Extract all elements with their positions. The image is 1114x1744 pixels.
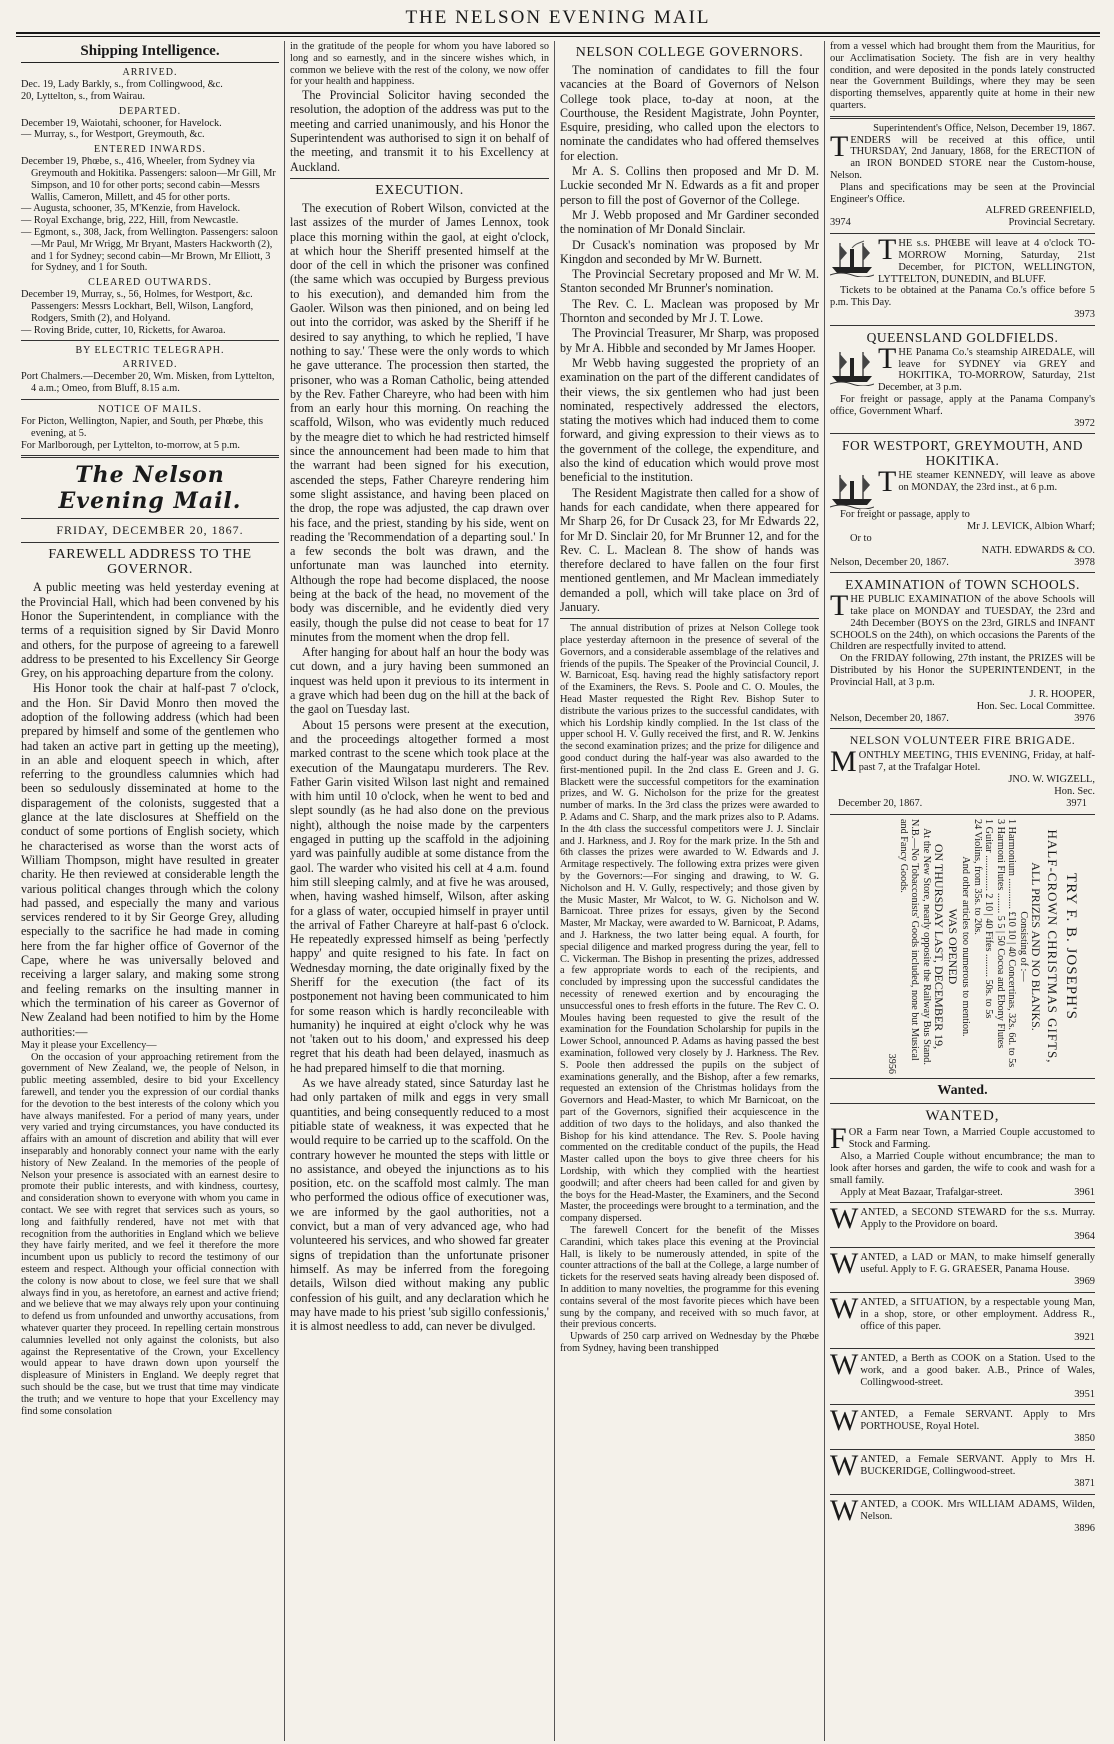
address-opening: May it please your Excellency—	[21, 1039, 157, 1051]
ad-number: 3961	[1074, 1186, 1095, 1198]
mails-entry: For Picton, Wellington, Napier, and South, per Phœbe, this evening, at 5.	[21, 415, 263, 439]
drop-cap: M	[830, 745, 857, 779]
joseph-subtitle: HALF-CROWN CHRISTMAS GIFTS,	[1045, 829, 1060, 1064]
fire-brigade-signature: JNO. W. WIGZELL,	[1008, 774, 1095, 786]
wanted-ad	[830, 1247, 1095, 1288]
divider	[830, 1348, 1095, 1349]
ad-number: 3973	[1074, 308, 1095, 320]
cleared-label: CLEARED OUTWARDS.	[88, 277, 212, 289]
column-2	[285, 41, 555, 1741]
fire-brigade-text: ONTHLY MEETING, THIS EVENING, Friday, at half-past 7, at the Trafalgar Hotel.	[858, 750, 1095, 774]
divider	[830, 572, 1095, 573]
fire-brigade-heading: NELSON VOLUNTEER FIRE BRIGADE.	[849, 733, 1076, 748]
drop-cap: W	[830, 1449, 859, 1483]
kennedy-more: For freight or passage, apply to	[840, 509, 970, 521]
drop-cap: W	[830, 1494, 859, 1528]
kennedy-or: Or to	[850, 532, 872, 544]
telegraph-entry: Port Chalmers.—December 20, Wm. Misken, from Lyttelton, 4 a.m.; Omeo, from Bluff, 8.15 a.m.	[21, 371, 275, 395]
airedale-text: HE Panama Co.'s steamship AIREDALE, will leave for SYDNEY via GREY and HOKITIKA, TO-MORROW, Saturday, 21st December, at 3 p.m.	[878, 346, 1095, 394]
college-paragraph: Mr A. S. Collins then proposed and Mr D. M. Luckie seconded Mr N. Edwards as a fit and proper person to fill the post of Governor of the College.	[560, 164, 819, 207]
college-paragraph: Mr J. Webb proposed and Mr Gardiner seconded the nomination of Mr Donald Sinclair.	[560, 207, 819, 237]
tenders-text: ENDERS will be received at this office, until THURSDAY, 2nd January, 1868, for the ERECTION of an IRON BONDED STORE near the Custom-house, Nelson.	[830, 134, 1095, 181]
divider	[830, 325, 1095, 326]
wanted-apply: Apply at Meat Bazaar, Trafalgar-street.	[840, 1186, 1003, 1198]
drop-cap: W	[830, 1202, 859, 1236]
ad-number: 3964	[1074, 1231, 1095, 1243]
farewell-heading: FAREWELL ADDRESS TO THE GOVERNOR.	[48, 547, 252, 578]
college-paragraph: The Resident Magistrate then called for a show of hands for each candidate, when there appeared for Mr Sharp 26, for Dr Cusack 23, for Mr Edwards 22, for Mr D. Sinclair 20, for Mr Brunner 12, and for the Rev. C. L. Maclean 8. The show of hands was therefore declared to have fallen on the four first mentioned gentlemen, and Mr Maclean immediately demanded a poll, which will take place on 3rd of January.	[560, 485, 819, 614]
drop-cap: T	[830, 129, 849, 163]
steamship-icon	[830, 348, 874, 386]
telegraph-arrived-label: ARRIVED.	[122, 359, 178, 371]
departed-entry: December 19, Waiotahi, schooner, for Havelock.	[21, 117, 222, 129]
college-paragraph: Mr Webb having suggested the propriety of an examination on the part of the different candidates of their views, the six gentlemen who had just been nominated, respectively addressed the electors, stating the motives which had induced them to come forward, and giving expression to their views as to the government of the college, the expenditure, and also the kind of education which would prove most beneficial to the institution.	[560, 355, 819, 485]
ad-number: 3871	[1074, 1478, 1095, 1490]
divider	[830, 1449, 1095, 1450]
divider	[830, 1202, 1095, 1203]
wanted-ad	[830, 1449, 1095, 1490]
shipping-heading: Shipping Intelligence.	[21, 43, 279, 63]
divider	[830, 814, 1095, 815]
phoebe-tickets: Tickets to be obtained at the Panama Co.'s office before 5 p.m. This Day.	[830, 285, 1095, 309]
wanted-ad	[830, 1494, 1095, 1535]
paper-title: The Nelson Evening Mail.	[58, 462, 242, 515]
joseph-when: ON THURSDAY LAST, DECEMBER 19,	[932, 844, 946, 1050]
examination-title: Hon. Sec. Local Committee.	[976, 700, 1095, 712]
wanted-section-label: Wanted.	[937, 1083, 988, 1099]
arrived-label: ARRIVED.	[122, 67, 178, 78]
entered-entry: — Royal Exchange, brig, 222, Hill, from Newcastle.	[21, 215, 239, 227]
ad-number: 3969	[1074, 1276, 1095, 1288]
examination-signature: J. R. HOOPER,	[1029, 688, 1095, 700]
divider	[21, 518, 279, 519]
joseph-line: 1 Guitar .............. 2 10 | 40 Fifes ......... 50s. to 5s	[983, 819, 995, 1019]
joseph-consisting: Consisting of :—	[1018, 911, 1029, 982]
college-paragraph: The Provincial Treasurer, Mr Sharp, was proposed by Mr A. Hibble and seconded by Mr James Hooper.	[560, 326, 819, 355]
joseph-note: N.B.—No Tobacconists' Goods included, none but Musical and Fancy Goods.	[898, 819, 921, 1061]
telegraph-label: BY ELECTRIC TELEGRAPH.	[75, 345, 225, 357]
departed-label: DEPARTED.	[118, 105, 182, 117]
steamship-icon	[830, 471, 874, 509]
college-paragraph: Dr Cusack's nomination was proposed by Mr Kingdon and seconded by Mr W. Burnett.	[560, 237, 819, 266]
joseph-opened: WAS OPENED	[946, 908, 960, 985]
westport-heading: FOR WESTPORT, GREYMOUTH, AND HOKITIKA.	[841, 438, 1084, 469]
joseph-line: 1 Harmonium ............ £10 10 | 40 Concertinas, 32s. 6d. to 5s	[1006, 819, 1018, 1068]
divider	[560, 618, 819, 619]
drop-cap: T	[878, 341, 897, 375]
joseph-advertisement	[830, 819, 1095, 1074]
entered-entry: — Egmont, s., 308, Jack, from Wellington. Passengers: saloon—Mr Paul, Mr Wrigg, Mr Bryant, Masters Hackworth (2), and 1 for Sydney; second cabin—Mr Brown, Mr Elliott, 3 for Sydney, and 1 for South.	[21, 226, 278, 274]
execution-heading: EXECUTION.	[375, 182, 464, 198]
ad-number: 3951	[1074, 1388, 1095, 1400]
divider	[830, 433, 1095, 434]
wanted-ad	[830, 1122, 1095, 1198]
execution-paragraph: About 15 persons were present at the execution, and the proceedings altogether formed a most marked contrast to the scene which took place at the execution of the Maungatapu murderers. The Rev. Father Garin visited Wilson last night and remained with him until 10 o'clock, when he went to bed and slept soundly (as he had also done on the previous night), although the noise made by the carpenters engaged in putting up the scaffold in the adjoining yard was painfully audible at some distance from the gaol. The warder who visited his cell at 4 a.m. found him still sleeping calmly, and at five he was aroused, when, having washed himself, Wilson, after asking for a glass of water, occupied himself in prayer until the arrival of Father Chareyre at half-past 6 o'clock. He repeatedly expressed himself as being 'perfectly happy' and quite resigned to his fate. In fact on Wednesday morning, the date originally fixed by the Sheriff for the execution (the fact of its postponement not having been communicated to him for some reason which is hardly reconcileable with humanity) he inquired at eight o'clock why he was not 'taken out to his doom,' and expressed his deep regret that his death had been delayed, inasmuch as he had prepared himself to die that morning.	[290, 717, 549, 1075]
drop-cap: T	[830, 589, 849, 623]
wanted-ad	[830, 1292, 1095, 1344]
execution-paragraph: As we have already stated, since Saturday last he had only partaken of milk and eggs in very small quantities, and being consequently reduced to a most pitiable state of weakness, it was expected that he would require to be carried up to the scaffold. On the contrary however he mounted the steps with little or no assistance, and obeyed the injunctions as to his position, etc. on the scaffold most calmly. The man who performed the odious office of executioner was, we are informed by the gaol authorities, not a convict, but a man of very advanced age, who had volunteered his services, and who showed far greater signs of trepidation than the unfortunate prisoner himself. As may be inferred from the foregoing details, Wilson died without making any public confession of his guilt, and any declaration which he may have made to his priest 'sub sigillo confessionis,' it is almost needless to add, can never be divulged.	[290, 1076, 549, 1334]
college-heading: NELSON COLLEGE GOVERNORS.	[575, 45, 804, 60]
departed-entry: — Murray, s., for Westport, Greymouth, &c.	[21, 129, 205, 141]
cleared-entry: December 19, Murray, s., 56, Holmes, for Westport, &c. Passengers: Messrs Lockhart, Bell, Wilson, Langford, Rodgers, Smith (2), and Holyand.	[21, 289, 254, 324]
divider	[830, 1078, 1095, 1079]
joseph-other: And other articles too numerous to mention.	[960, 856, 972, 1037]
ad-date: December 20, 1867.	[838, 798, 923, 810]
divider	[21, 399, 279, 400]
divider	[290, 178, 549, 179]
column-4	[825, 41, 1100, 1741]
college-paragraph: The Provincial Secretary proposed and Mr W. M. Stanton seconded Mr Brunner's nomination.	[560, 267, 819, 296]
wanted-ad	[830, 1404, 1095, 1445]
divider	[830, 1494, 1095, 1495]
joseph-line: 3 Harmoni Flutes ........ 5 5 | 50 Cocoa and Ebony Flutes	[995, 819, 1006, 1049]
concert-paragraph: The farewell Concert for the benefit of the Misses Carandini, which takes place this evening at the Provincial Hall, is likely to be numerously attended, in spite of the counter attractions of the ball at the College, a large number of tickets for the reserved seats having already been disposed of. In addition to many novelties, the programme for this evening contains several of the most favorite pieces which have been sung by the company, and received with so much favor, at their previous concerts.	[560, 1224, 819, 1331]
article-paragraph: The Provincial Solicitor having seconded the resolution, the adoption of the address was put to the meeting and carried unanimously, and his Honor the Superintendent was authorised to sign it on behalf of the meeting, and transmit it to his Excellency at Auckland.	[290, 88, 549, 174]
divider	[21, 340, 279, 341]
mails-label: NOTICE OF MAILS.	[97, 403, 203, 415]
ad-number: 3978	[1074, 556, 1095, 568]
divider	[830, 116, 1095, 119]
ad-date: Nelson, December 20, 1867.	[830, 712, 949, 724]
joseph-subtitle-2: ALL PRIZES AND NO BLANKS.	[1029, 862, 1043, 1032]
examination-friday: On the FRIDAY following, 27th instant, the PRIZES will be Distributed by his Honor the SUPERINTENDENT, in the Provincial Hall, at 3 p.m.	[830, 653, 1095, 688]
farewell-paragraph: A public meeting was held yesterday evening at the Provincial Hall, which had been convened by his Honor the Superintendent, in compliance with the terms of a requisition signed by Sir David Monro and others, for the purpose of agreeing to a farewell address to be presented to his Excellency Sir George Grey, on his approaching departure from the colony.	[21, 580, 279, 681]
joseph-where: At the New Store, nearly opposite the Railway Bus Stand.	[921, 828, 932, 1066]
ad-number: 3974	[830, 217, 851, 229]
drop-cap: W	[830, 1292, 859, 1326]
carp-continued: from a vessel which had brought them from the Mauritius, for our Acclimatisation Society. The fish are in very healthy condition, and were deposited in the ponds lately constructed near the Government Buildings, where they may be seen disporting themselves, apparently quite at home in their new quarters.	[830, 41, 1095, 111]
masthead: THE NELSON EVENING MAIL	[405, 7, 711, 28]
kennedy-agent-2: NATH. EDWARDS & CO.	[981, 544, 1095, 556]
tenders-title: Provincial Secretary.	[1008, 217, 1095, 229]
examination-text: HE PUBLIC EXAMINATION of the above Schools will take place on MONDAY and TUESDAY, the 23rd and 24th December (BOYS on the 23rd, GIRLS and INFANT SCHOOLS on the 24th), on which occasions the Parents of the Children are respectfully invited to attend.	[830, 594, 1095, 653]
prizes-paragraph: The annual distribution of prizes at Nelson College took place yesterday afternoon in the presence of several of the Governors, and a considerable assemblage of the relatives and friends of the pupils. The Speaker of the Provincial Council, J. W. Barnicoat, Esq. having read the highly satisfactory report of the Examiners, the Revs. S. Poole and C. O. Moules, the Head Master requested the Right Rev. Bishop Suter to distribute the various prizes to the successful candidates, with which his Lordship kindly complied. In the 1st class of the upper school H. V. Gully received the first, and R. W. Jenkins the second examination prizes; and the prize for diligence and good conduct during the half-year was also awarded to the first-mentioned pupil. In the 2nd class E. Green and J. G. Blackett were the successful competitors for the examination prizes, and W. G. Nicholson for the prize for the greatest number of marks. In the 3rd class the prizes were awarded to P. Adams and C. Sharp, and the mark prizes also to P. Adams. In the 4th class the successful competitors were J. J. Sinclair and J. Harkness, and J. Roy for the mark prize. In the 5th and 6th classes the prizes were awarded to W. Edwards and J. Armitage respectively. The following extra prizes were given by the Governors:—For singing and drawing, to W. G. Nicholson and H. V. Gully, respectively; and those given by the Music Master, Mr Walcot, to W. G. Nicholson and W. Barnicoat. Three prizes for essays, given by the Second Master, Mr Mackay, were awarded to W. Barnicoat, P. Adams, and J. Harkness, the two latter being equal. A fourth, for special diligence and marked progress during the year, fell to C. Vickerman. The Bishop in presenting the prizes, addressed a few appropriate words to each of the recipients, and concluded by impressing upon the successful candidates the necessity of renewed exertion and by encouraging the unsuccessful ones to fresh efforts in the future. The Rev C. O. Moules having been requested to give the result of the examination for the Foundation Scholarship for pupils in the Lower School, announced P. Adams as having passed the best examination, followed very closely by J. Harkness. The Rev. S. Poole then addressed the pupils on the subject of examinations generally, and the Bishop, after a few remarks, requested an extension of the Christmas holidays from the Governors and Head-Master, to which Mr Barnicoat, on the part of the Governors, signified their acquiescence in the addition of two days to the holidays, and also thanked the Bishop for his kind attendance. The Rev. S. Poole having commented on the creditable conduct of the pupils, the Head Master called upon the boys to give three cheers for his Lordship, with which they complied with the heartiest goodwill; and after cheers had been called for and given by the boys for the Head-Master, the Examiners, and the Second Master, the proceedings were brought to a termination, and the company dispersed.	[560, 623, 819, 1225]
divider	[21, 542, 279, 543]
carp-paragraph: Upwards of 250 carp arrived on Wednesday by the Phœbe from Sydney, having been transhipped	[560, 1331, 819, 1354]
queensland-heading: QUEENSLAND GOLDFIELDS.	[866, 329, 1059, 345]
divider	[830, 1404, 1095, 1405]
college-paragraph: The nomination of candidates to fill the four vacancies at the Board of Governors of Nelson College took place, to-day at noon, at the Courthouse, the Resident Magistrate, John Poynter, Esquire, presiding, who called upon the electors to nominate the candidates who had offered themselves for election.	[560, 63, 819, 163]
divider	[830, 728, 1095, 729]
arrived-entry: Dec. 19, Lady Barkly, s., from Collingwood, &c.	[21, 79, 223, 90]
execution-paragraph: After hanging for about half an hour the body was cut down, and a jury having been summoned an inquest was held upon it previous to its interment in a grave which had been dug on the hill at the back of the gaol on Tuesday last.	[290, 645, 549, 717]
column-3	[555, 41, 825, 1741]
examination-heading: EXAMINATION of TOWN SCHOOLS.	[845, 577, 1080, 593]
drop-cap: W	[830, 1348, 859, 1382]
entered-entry: December 19, Phœbe, s., 416, Wheeler, from Sydney via Greymouth and Hokitika. Passengers: saloon—Mr Gill, Mr Simpson, and 10 for other ports; second cabin—Messrs Wallis, Cameron, Millett, and 45 for other ports.	[21, 156, 276, 203]
arrived-entry: 20, Lyttelton, s., from Wairau.	[21, 90, 145, 102]
date-line: FRIDAY, DECEMBER 20, 1867.	[56, 523, 244, 538]
columns	[16, 41, 1100, 1741]
entered-label: ENTERED INWARDS.	[93, 144, 207, 156]
ad-number: 3971	[1066, 798, 1087, 810]
wanted-more: Also, a Married Couple without encumbrance; the man to look after horses and garden, the wife to cook and wash for a small family.	[830, 1151, 1095, 1186]
divider	[21, 455, 279, 458]
tenders-signature: ALFRED GREENFIELD,	[985, 205, 1095, 217]
ad-number: 3896	[1074, 1523, 1095, 1535]
ad-date: Nelson, December 20, 1867.	[830, 556, 949, 568]
wanted-text: ANTED, a Female SERVANT. Apply to Mrs PORTHOUSE, Royal Hotel.	[860, 1409, 1095, 1433]
cleared-entry: — Roving Bride, cutter, 10, Ricketts, for Awaroa.	[21, 324, 226, 336]
wanted-text: ANTED, a Berth as COOK on a Station. Used to the work, and a good baker. A.B., Prince of Wales, Collingwood-street.	[860, 1353, 1095, 1388]
drop-cap: T	[878, 233, 897, 267]
divider	[830, 233, 1095, 234]
address-continued: in the gratitude of the people for whom you have labored so long and so earnestly, and in the sincere wishes which, in common we believe with the rest of the colony, we now offer for your health and happiness.	[290, 41, 549, 88]
drop-cap: T	[878, 465, 897, 499]
wanted-text: ANTED, a Female SERVANT. Apply to Mrs H. BUCKERIDGE, Collingwood-street.	[860, 1454, 1095, 1478]
wanted-text: OR a Farm near Town, a Married Couple accustomed to Stock and Farming.	[848, 1127, 1095, 1151]
joseph-title: TRY F. B. JOSEPH'S	[1063, 873, 1079, 1021]
wanted-heading: WANTED,	[925, 1108, 1000, 1125]
steamship-icon	[830, 239, 874, 277]
airedale-more: For freight or passage, apply at the Panama Company's office, Government Wharf.	[830, 393, 1095, 417]
wanted-ad	[830, 1348, 1095, 1400]
ad-number: 3921	[1074, 1332, 1095, 1344]
ad-number: 3850	[1074, 1433, 1095, 1445]
ad-number: 3956	[886, 1053, 898, 1075]
wanted-text: ANTED, a SITUATION, by a respectable young Man, in a shop, store, or other employment. Address R., office of this paper.	[860, 1297, 1095, 1332]
address-body: On the occasion of your approaching retirement from the government of New Zealand, we, the people of Nelson, in public meeting assembled, desire to bid your Excellency farewell, and tender you the expression of our cordial thanks for the devotion to the best interests of the colony which you have always manifested. For a period of many years, under very varied and trying circumstances, you have conducted its affairs with an amount of discretion and ability that will ever inseparably and honorably connect your name with the early history of New Zealand. In the memories of the people of Nelson your presence is associated with an earnest desire to promote their public interests, and with kindness, courtesy, and consideration shown to everyone with whom you came in contact. We see with regret that services such as yours, so long and faithfully rendered, have not met with that recognition from the authorities in England which we believe they have fairly merited, and we feel it therefore the more incumbent upon us publicly to record the testimony of our esteem and respect. Although your official connection with the colony is now about to close, we feel sure that we shall always find in you, as heretofore, an earnest and active friend; and we believe that we may always rely upon your continuing to defend us from unfounded and unworthy accusations, from whatever quarter they proceed. In repelling certain monstrous calumnies levelled not only against the colonists, but also against the Representative of the Crown, your Excellency would appear to have drawn down upon yourself the displeasure of Ministers in England. We deeply regret that such should be the case, but we trust that time may vindicate the truth; and we venture to hope that your Excellency may find some consolation	[21, 1051, 279, 1417]
mails-entry: For Marlborough, per Lyttelton, to-morrow, at 5 p.m.	[21, 439, 240, 451]
wanted-text: ANTED, a LAD or MAN, to make himself generally useful. Apply to F. G. GRAESER, Panama House.	[860, 1252, 1095, 1276]
tenders-plans: Plans and specifications may be seen at the Provincial Engineer's Office.	[830, 181, 1095, 205]
wanted-ad	[830, 1202, 1095, 1243]
entered-entry: — Augusta, schooner, 35, M'Kenzie, from Havelock.	[21, 203, 241, 215]
column-1	[16, 41, 285, 1741]
joseph-line: 24 Violins, from 35s. to 20s.	[972, 819, 983, 936]
college-paragraph: The Rev. C. L. Maclean was proposed by Mr Thornton and seconded by Mr J. T. Lowe.	[560, 296, 819, 326]
phoebe-text: HE s.s. PHŒBE will leave at 4 o'clock TO-MORROW Morning, Saturday, 21st December, for PICTON, WELLINGTON, LYTTELTON, DUNEDIN, and BLUFF.	[878, 238, 1095, 285]
divider	[830, 1103, 1095, 1104]
fire-brigade-title: Hon. Sec.	[1054, 786, 1095, 798]
tenders-office: Superintendent's Office, Nelson, December 19, 1867.	[873, 122, 1095, 134]
masthead-rule	[16, 32, 1100, 37]
drop-cap: W	[830, 1404, 859, 1438]
execution-paragraph: The execution of Robert Wilson, convicted at the last assizes of the murder of James Lennox, took place this morning within the gaol, at eight o'clock, at which hour the Sheriff presented himself at the door of the cell in which the prisoner was confined (the same which was occupied by Burgess previous to his execution), and demanded him from the Gaoler. Wilson was then pinioned, and on being led out into the corridor, was asked by the Sheriff if he desired to say anything, to which he replied, 'I have nothing to say.' These were the only words to which he gave utterance. The procession then started, the prisoner, who was a Roman Catholic, being attended by the Rev. Father Chareyre, who had been with him from an early hour this morning. On reaching the scaffold, Wilson, who was evidently much reduced by the meagre diet to which he had restricted himself since the announcement had been made to him that the warrant had been signed for his execution, ascended the steps, Father Chareyre rendering him some slight assistance, and having been placed on the drop, the rope was adjusted, the cap drawn over his face, and the priest, standing by his side, went on reading the 'Recommendation of a departing soul.' In a few seconds the bolt was drawn, and the unfortunate man was launched into eternity. Although the rope had become displaced, the noose being at the back of the head, no movement of the body was discernible, and he evidently died very easily, though the pulse did not cease to beat for 17 minutes from the moment when the drop fell.	[290, 200, 549, 644]
kennedy-text: HE steamer KENNEDY, will leave as above on MONDAY, the 23rd inst., at 6 p.m.	[898, 470, 1095, 494]
ad-number: 3972	[1074, 417, 1095, 429]
divider	[830, 1292, 1095, 1293]
wanted-text: ANTED, a COOK. Mrs WILLIAM ADAMS, Wilden, Nelson.	[860, 1499, 1095, 1522]
drop-cap: W	[830, 1247, 859, 1281]
farewell-paragraph: His Honor took the chair at half-past 7 o'clock, and the Hon. Sir David Monro then moved the adoption of the following address (which had been prepared by himself and some of the gentlemen who had taken an active part in getting up the meeting), in an able and eloquent speech in which, after referring to the groundless calumnies which had been so sedulously disseminated at home to the disparagement of the colonists, suggested that a glance at the late disclosures at Sheffield on the conduct of some portions of English society, which he characterised as worse than the worst acts of William Thompson, might have resulted in greater charity. He then reviewed at considerable length the various political changes through which the colony had passed, and especially the many and various services rendered to it by Sir George Grey, alluding especially to the sacrifice he had made in coming here from the far higher office of Governor of the Cape, where he was universally beloved and receiving a larger salary, and making some strong and feeling remarks on the insulting manner in which the termination of his career as Governor of New Zealand had been notified to him by the Home authorities:—	[21, 681, 279, 1039]
divider	[830, 1247, 1095, 1248]
ad-number: 3976	[1074, 712, 1095, 724]
drop-cap: F	[830, 1122, 847, 1156]
wanted-text: ANTED, a SECOND STEWARD for the s.s. Murray. Apply to the Providore on board.	[860, 1207, 1095, 1231]
kennedy-agent: Mr J. LEVICK, Albion Wharf;	[967, 521, 1095, 533]
